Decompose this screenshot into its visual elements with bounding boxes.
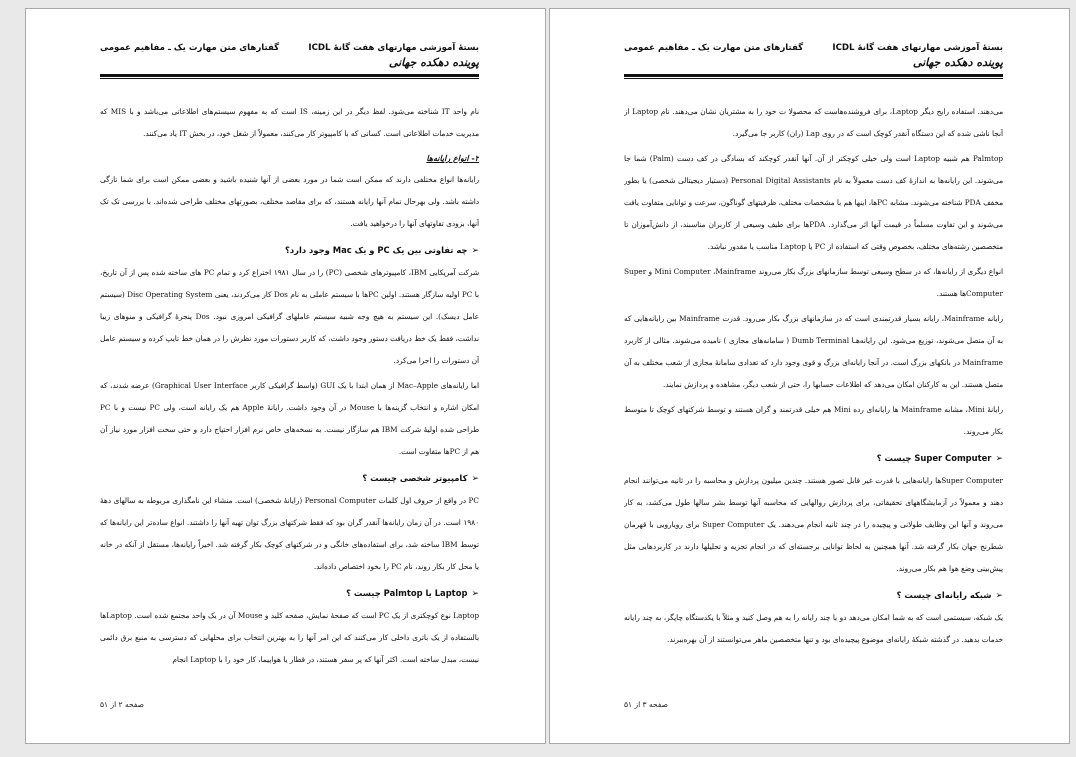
section-heading: ➢چه تفاوتی بین یک PC و یک Mac وجود دارد؟	[284, 245, 479, 256]
document-page-right	[549, 8, 1070, 744]
section-heading: ۲- انواع رایانه‌ها	[426, 153, 479, 163]
page-content	[100, 101, 479, 671]
document-page-left	[25, 8, 546, 744]
header-brand: پوینده دهکده جهانی	[388, 56, 479, 69]
section-heading: ➢شبکه رایانه‌ای چیست ؟	[896, 590, 1003, 601]
paragraph: یک شبکه، سیستمی است که به شما امکان می‌دهد دو یا چند رایانه را به هم وصل کنید و مثلاً با یکدستگاه چاپگر، به چند رایانه خدمات بدهید. در گذشته شبکهٔ رایانه‌ای موضوع پیچیده‌ای بود و تنها متخصصین ماهر می‌توانستند از آن بهره‌ببرند.	[624, 613, 1003, 644]
section-heading: ➢Laptop یا Palmtop چیست ؟	[346, 588, 479, 599]
paragraph: رایانهٔ Mini، مشابه Mainframe ها رایانه‌ای رده Mini هم خیلی قدرتمند و گران هستند و توسط شرکتهای کوچک تا متوسط بکار می‌روند.	[624, 405, 1003, 436]
section-heading: ➢Super Computer چیست ؟	[876, 453, 1003, 464]
paragraph: PC در واقع از حروف اول کلمات Personal Computer (رایانهٔ شخصی) است. منشاء این نامگذاری مربوطه به سالهای دههٔ ۱۹۸۰ است. در آن زمان رایانه‌ها آنقدر گران بود که فقط شرکتهای بزرگ توان تهیه آنها را داشتند. انواع ساده‌تر این رایانه‌ها که توسط IBM ساخته شد، برای استفاده‌های خانگی و در شرکتهای کوچک بکار گرفته شد. اخیراً رایانه‌ها، مستقل از آنکه در خانه یا محل کار بکار روند، نام PC را بخود اختصاص داده‌اند.	[100, 496, 479, 571]
paragraph: اما رایانه‌های Mac–Apple از همان ابتدا با یک GUI (واسط گرافیکی کاربر Graphical User Interface) عرضه شدند، که امکان اشاره و انتخاب گزینه‌ها با Mouse در آن وجود داشت. رایانهٔ Apple هم یک رایانه است، ولی PC نیست و با PC طراحی شده اولیهٔ شرکت IBM هم سازگار نیست. به نسخه‌های خاص نرم افزار احتیاج دارد و حتی سخت افزار مورد نیاز آن هم از PCها متفاوت است.	[100, 381, 479, 456]
page-number: صفحه ۲ از ۵۱	[100, 700, 144, 709]
header-subtitle: گفتارهای متن مهارت یک ـ مفاهیم عمومی	[100, 43, 280, 53]
paragraph: رایانه‌ها انواع مختلفی دارند که ممکن است شما در مورد بعضی از آنها شنیده باشید و بعضی ممکن است برای شما تازگی داشته باشد. ولی بهرحال تمام آنها رایانه هستند، که برای مقاصد مختلف، بصورتهای مختلف طراحی شده‌اند. با بررسی تک تک آنها، بزودی تفاوتهای آنها را درخواهید یافت.	[100, 175, 479, 228]
arrow-bullet-icon: ➢	[471, 589, 479, 599]
paragraph: نام واحد IT شناخته می‌شود. لفظ دیگر در این زمینه، IS است که به مفهوم سیستم‌های اطلاعاتی می‌باشد و با MIS که مدیریت خدمات اطلاعاتی است. کسانی که با کامپیوتر کار می‌کنند، معمولاً از شغل خود، در بخش IT یاد می‌کنند.	[100, 107, 479, 138]
header-rule-thin	[100, 78, 479, 79]
paragraph: Laptop نوع کوچکتری از یک PC است که صفحهٔ نمایش، صفحه کلید و Mouse آن در یک واحد مجتمع شده است. Laptopها بالستفاده از یک باتری داخلی کار می‌کنند که این امر آنها را به بهترین انتخاب برای محلهایی که دسترسی به منبع برق دائمی نیست، مبدل ساخته است. اکثر آنها که پر سفر هستند، در قطار یا هواپیما، کار خود را با Laptop انجام	[100, 611, 479, 664]
header-subtitle: گفتارهای متن مهارت یک ـ مفاهیم عمومی	[624, 43, 804, 53]
paragraph: Palmtop هم شبیه Laptop است ولی خیلی کوچکتر از آن. آنها آنقدر کوچکند که بسادگی در کف دست (Palm) شما جا می‌شوند. این رایانه‌ها به اندازهٔ کف دست معمولاً به نام Personal Digital Assistants (دستیار دیجیتالی شخصی) یا بطور مخفف PDA شناخته می‌شوند. مشابه PCها، اینها هم با مشخصات مختلف، ظرفیتهای گوناگون، سرعت و توانایی متفاوت یافت می‌شوند و این تفاوت مسلماً در قیمت آنها اثر می‌گذارد. PDAها برای طیف وسیعی از کاربران مناسبند، از دانش‌آموزان تا متخصصین رشته‌های مختلف، بخصوص وقتی که استفاده از PC یا Laptop مناسب یا مقدور نباشد.	[624, 154, 1003, 251]
paragraph: می‌دهند. استفاده رایج دیگر Laptop، برای فروشنده‌هاست که محصولا ت خود را به مشتریان نشان می‌دهند. نام Laptop از آنجا ناشی شده که این دستگاه آنقدر کوچک است که در روی Lap (ران) کاربر جا می‌گیرد.	[624, 107, 1003, 138]
header-rule-thin	[624, 78, 1003, 79]
page-content	[624, 101, 1003, 671]
header-rule	[100, 74, 479, 77]
page-header	[624, 43, 1003, 79]
paragraph: انواع دیگری از رایانه‌ها، که در سطح وسیعی توسط سازمانهای بزرگ بکار می‌روند Mini Computer ،Mainframe و Super Computerها هستند.	[624, 267, 1003, 298]
header-rule	[624, 74, 1003, 77]
header-brand: پوینده دهکده جهانی	[912, 56, 1003, 69]
arrow-bullet-icon: ➢	[995, 454, 1003, 464]
page-header	[100, 43, 479, 79]
arrow-bullet-icon: ➢	[995, 591, 1003, 601]
paragraph: شرکت آمریکایی IBM، کامپیوترهای شخصی (PC) را در سال ۱۹۸۱ اختراع کرد و تمام PC های ساخته شده پس از آن تاریخ، با PC اولیه سازگار هستند. اولین PCها با سیستم عاملی به نام Dos کار می‌کردند، یعنی Disc Operating System (سیستم عامل دیسک). این سیستم به هیچ وجه شبیه سیستم عاملهای گرافیکی امروزی نبود. Dos پنجرهٔ گرافیکی و منوهای زیبا نداشت، فقط یک خط دریافت دستور وجود داشت، که کاربر دستورات مورد نظرش را در همان خط تایپ کرده و سیستم عامل آن دستورات را اجرا می‌کرد.	[100, 268, 479, 365]
paragraph: Super Computerها رایانه‌هایی با قدرت غیر قابل تصور هستند. چندین میلیون پردازش و محاسبه را در ثانیه می‌توانند انجام دهند و معمولاً در آزمایشگاههای تحقیقاتی، برای پردازش روالهایی که محاسبه آنها توسط بشر سالها طول می‌کشد، به کار می‌روند و آنها این وظایف طولانی و پیچیده را در چند ثانیه انجام می‌دهند. یک Super Computer برای رویارویی با قهرمان شطرنج جهان بکار گرفته شد. آنها همچنین به لحاظ توانایی برجسته‌ای که در انجام تجزیه و تحلیلها دارند در کاربردهایی مثل پیش‌بینی وضع هوا هم بکار می‌روند.	[624, 476, 1003, 573]
arrow-bullet-icon: ➢	[471, 246, 479, 256]
paragraph: رایانه Mainframe، رایانه بسیار قدرتمندی است که در سازمانهای بزرگ بکار می‌رود. قدرت Mainframe بین رایانه‌هایی که به آن متصل می‌شوند، توزیع می‌شود. این رایانه‌هـا Dumb Terminal ( سامانه‌های مجازی ) نامیده می‌شوند. مثالی از کاربرد Mainframe در بانکهای بزرگ است. در آنجا رایانه‌ای بزرگ و قوی وجود دارد که تعدادی سامانهٔ مجازی از شعب مختلف به آن متصل هستند. این به کارکنان امکان می‌دهد که اطلاعات حسابها را، حتی از شعب دیگر، مشاهده و پردازش نمایند.	[624, 314, 1003, 389]
header-title: بستهٔ آموزشی مهارتهای هفت گانهٔ ICDL	[308, 43, 479, 53]
section-heading: ➢کامپیوتر شخصی چیست ؟	[362, 473, 479, 484]
arrow-bullet-icon: ➢	[471, 474, 479, 484]
header-title: بستهٔ آموزشی مهارتهای هفت گانهٔ ICDL	[832, 43, 1003, 53]
page-number: صفحه ۳ از ۵۱	[624, 700, 668, 709]
